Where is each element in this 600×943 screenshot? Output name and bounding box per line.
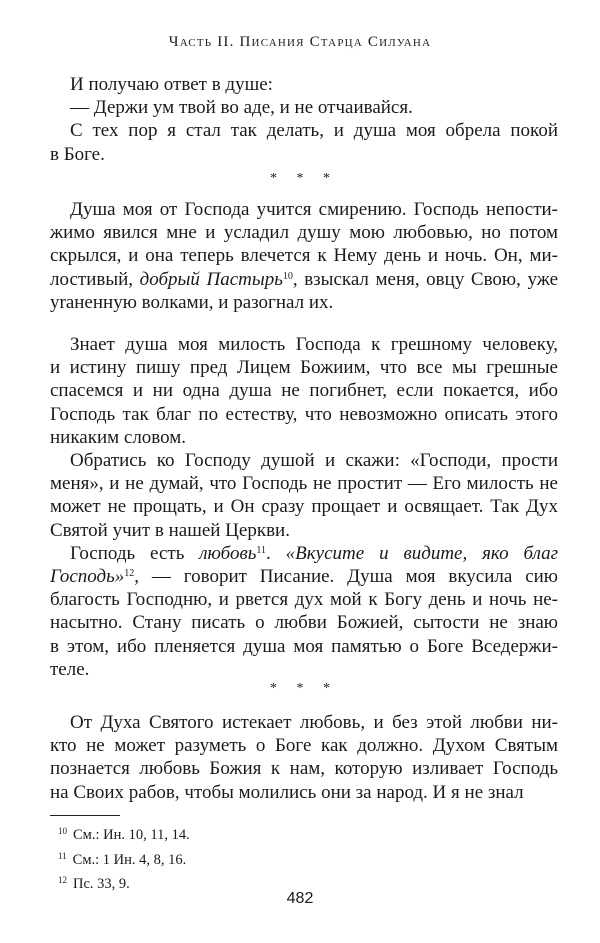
text-segment: в этом, ибо пленяется душа моя памятью о Боге Вседержи- bbox=[50, 635, 558, 657]
text-line bbox=[50, 734, 558, 757]
text-segment: уraненную волками, и разогнал их. bbox=[50, 291, 334, 313]
text-segment: теле. bbox=[50, 658, 90, 680]
text-segment: Святой учит в нашей Церкви. bbox=[50, 519, 290, 541]
footnote-number: 10 bbox=[58, 826, 67, 836]
text-segment: С тех пор я стал так делать, и душа моя обрела покой bbox=[70, 120, 558, 142]
text-segment: меня», и не думай, что Господь не простит — Его милость не bbox=[50, 473, 558, 495]
footnote-text: См.: Ин. 10, 11, 14. bbox=[73, 827, 190, 843]
text-line bbox=[50, 291, 558, 314]
text-block-4 bbox=[50, 711, 558, 804]
text-line bbox=[50, 119, 558, 142]
text-segment: Обратись ко Господу душой и скажи: «Господи, прости bbox=[70, 450, 558, 472]
text-segment: , взыскал меня, овцу Свою, уже bbox=[292, 268, 558, 290]
text-segment: в Боге. bbox=[50, 143, 105, 165]
text-segment: Господь есть bbox=[70, 542, 200, 564]
text-segment: От Духа Святого истекает любовь, и без этой любви ни- bbox=[70, 712, 558, 733]
text-line bbox=[50, 244, 558, 267]
text-line bbox=[50, 379, 558, 402]
text-segment: — Держи ум твой во аде, и не отчаивайся. bbox=[70, 97, 413, 119]
text-line bbox=[50, 198, 558, 221]
text-line bbox=[50, 565, 558, 588]
text-line bbox=[50, 635, 558, 658]
text-segment: может не прощать, и Он сразу прощает и освящает. Так Дух bbox=[50, 496, 558, 518]
italic-text: Господь» bbox=[50, 566, 125, 588]
text-block-3 bbox=[50, 333, 558, 681]
italic-text: любовь bbox=[199, 542, 257, 564]
text-block-1 bbox=[50, 73, 558, 166]
text-segment: кто не может разуметь о Боге как должно. Духом Святым bbox=[50, 735, 558, 757]
text-line bbox=[50, 96, 558, 119]
text-segment: и истину пишу пред Лицем Божиим, что все мы грешные bbox=[50, 357, 558, 379]
text-line bbox=[50, 268, 558, 291]
italic-text: «Вкусите и видите, яко благ bbox=[285, 542, 558, 564]
text-block-2 bbox=[50, 198, 558, 314]
text-line bbox=[50, 495, 558, 518]
footnote-number: 12 bbox=[58, 875, 67, 886]
text-segment: спасемся и ни одна душа не погибнет, если покается, ибо bbox=[50, 380, 558, 402]
footnote-ref: 10 bbox=[282, 270, 293, 282]
footnote-number: 11 bbox=[58, 850, 67, 861]
text-segment: Душа моя от Господа учится смирению. Господь непости- bbox=[70, 199, 558, 220]
text-segment: Господь так благ по естеству, что невозможно описать этого bbox=[50, 403, 558, 425]
text-segment: никаким словом. bbox=[50, 426, 187, 448]
text-line bbox=[50, 221, 558, 244]
text-segment: познается любовь Божия к нам, которую изливает Господь bbox=[50, 758, 558, 780]
footnotes bbox=[58, 821, 190, 895]
text-line bbox=[50, 449, 558, 472]
text-line bbox=[50, 588, 558, 611]
text-line bbox=[50, 611, 558, 634]
footnote bbox=[58, 821, 190, 846]
footnote-ref: 11 bbox=[256, 544, 267, 556]
text-segment: , — говорит Писание. Душа моя вкусила сию bbox=[134, 566, 558, 588]
text-segment: . bbox=[266, 542, 286, 564]
footnote-rule bbox=[50, 815, 120, 816]
text-segment: насытно. Стану писать о любви Божией, сытости не знаю bbox=[50, 612, 558, 634]
running-header: Часть II. Писания Старца Силуана bbox=[168, 34, 432, 50]
text-segment: лостивый, bbox=[50, 268, 140, 290]
text-line bbox=[50, 472, 558, 495]
text-line bbox=[50, 143, 558, 166]
text-segment: И получаю ответ в душе: bbox=[70, 74, 273, 95]
footnote-text: Пс. 33, 9. bbox=[73, 876, 130, 893]
text-segment: на Своих рабов, чтобы молились они за народ. И я не знал bbox=[50, 781, 524, 803]
text-line bbox=[50, 426, 558, 449]
text-segment: жимо явился мне и усладил душу мою любовью, но потом bbox=[50, 222, 558, 244]
text-line bbox=[50, 711, 558, 734]
text-line bbox=[50, 542, 558, 565]
text-line bbox=[50, 73, 558, 96]
text-line bbox=[50, 356, 558, 379]
footnote bbox=[58, 846, 190, 871]
text-line bbox=[50, 757, 558, 780]
section-separator: * * * bbox=[270, 681, 338, 696]
text-segment: Знает душа моя милость Господа к грешному человеку, bbox=[70, 334, 558, 355]
footnote-text: См.: 1 Ин. 4, 8, 16. bbox=[72, 851, 187, 868]
text-segment: скрылся, и она теперь влечется к Нему день и ночь. Он, ми- bbox=[50, 245, 558, 267]
text-line bbox=[50, 403, 558, 426]
footnote-ref: 12 bbox=[124, 568, 135, 580]
text-segment: благость Господню, и рвется дух мой к Богу день и ночь не- bbox=[50, 589, 558, 611]
section-separator: * * * bbox=[270, 171, 338, 186]
text-line bbox=[50, 658, 558, 681]
text-line bbox=[50, 781, 558, 804]
text-line bbox=[50, 519, 558, 542]
page-number: 482 bbox=[286, 890, 314, 907]
text-line bbox=[50, 333, 558, 356]
italic-text: добрый Пастырь bbox=[139, 268, 283, 290]
